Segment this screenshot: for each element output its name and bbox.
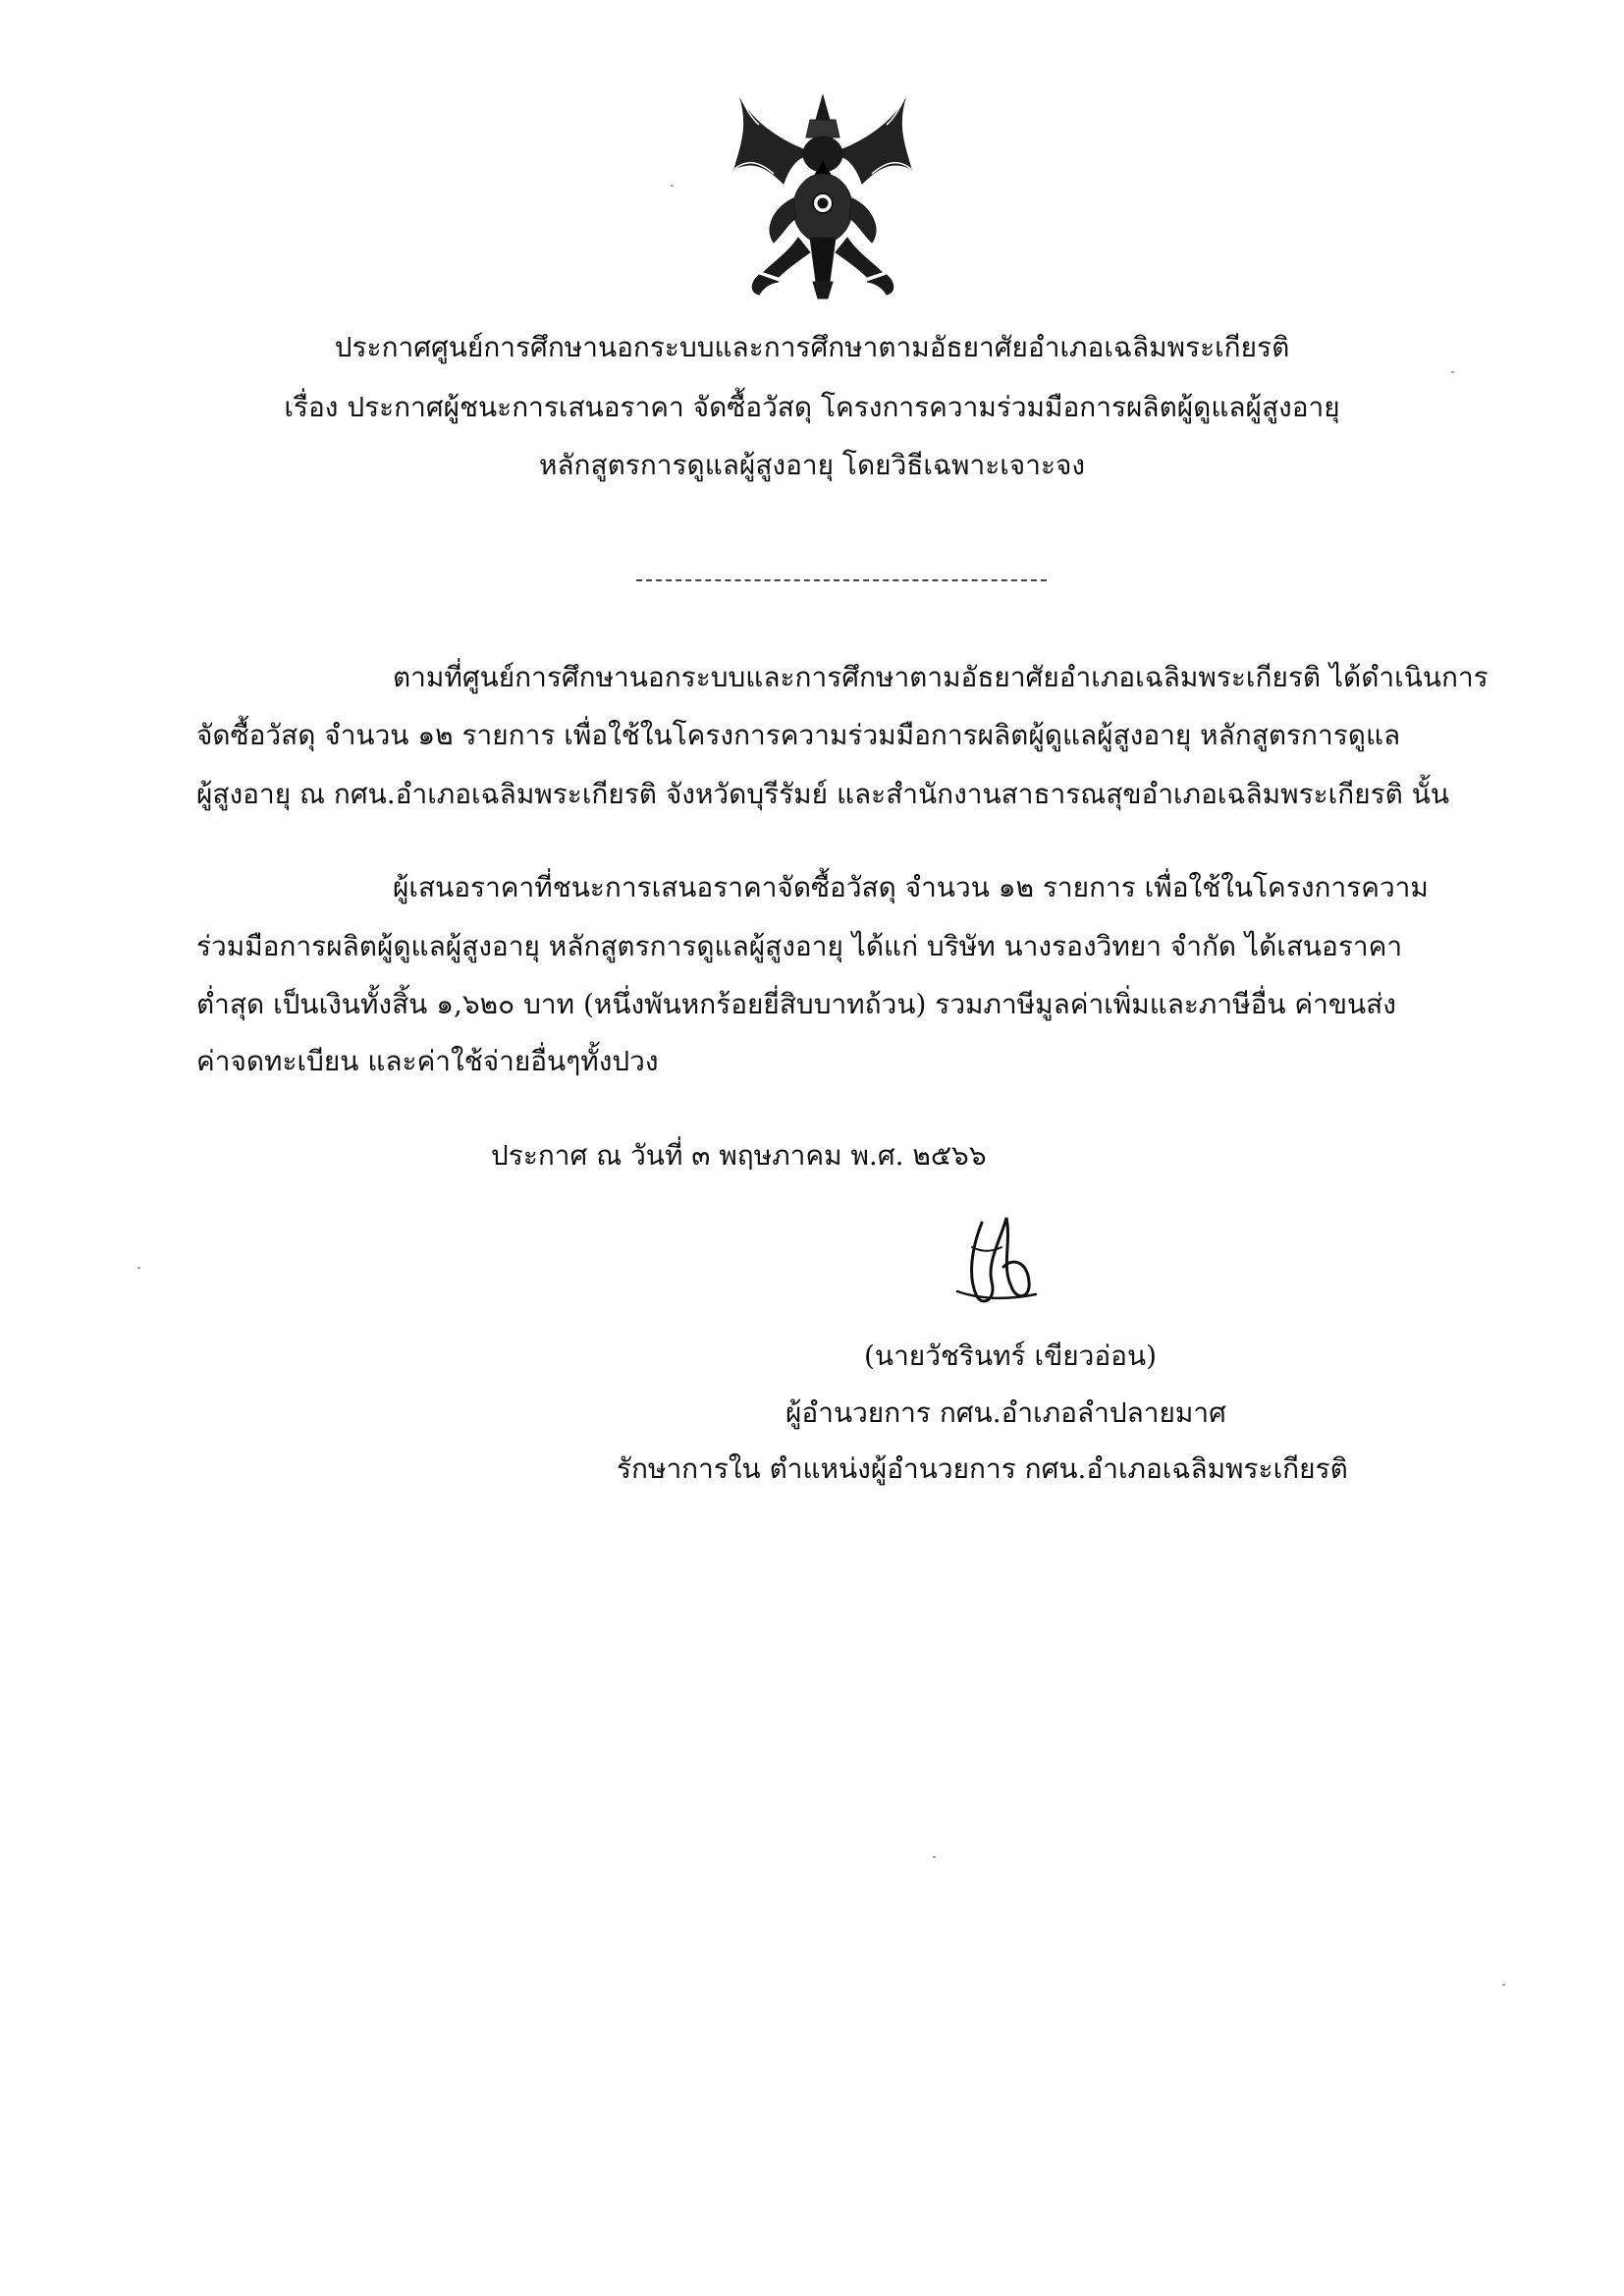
announcement-title: ประกาศศูนย์การศึกษานอกระบบและการศึกษาตามอัธยาศัยอำเภอเฉลิมพระเกียรติ xyxy=(334,331,1290,363)
announcement-subject: เรื่อง ประกาศผู้ชนะการเสนอราคา จัดซื้อวัสดุ โครงการความร่วมมือการผลิตผู้ดูแลผู้สูงอายุ xyxy=(284,391,1340,423)
header-divider xyxy=(636,579,1047,581)
scan-speck xyxy=(1451,371,1454,373)
announcement-subject-cont: หลักสูตรการดูแลผู้สูงอายุ โดยวิธีเฉพาะเจาะจง xyxy=(538,449,1086,481)
scan-speck xyxy=(1502,1984,1505,1986)
paragraph-2-line-3: ต่ำสุด เป็นเงินทั้งสิ้น ๑,๖๒๐ บาท (หนึ่งพันหกร้อยยี่สิบบาทถ้วน) รวมภาษีมูลค่าเพิ่มและภาษีอื่น ค่าขนส่ง xyxy=(196,988,1396,1020)
announcement-date: ประกาศ ณ วันที่ ๓ พฤษภาคม พ.ศ. ๒๕๖๖ xyxy=(491,1139,987,1172)
paragraph-2-line-4: ค่าจดทะเบียน และค่าใช้จ่ายอื่นๆทั้งปวง xyxy=(196,1045,659,1077)
paragraph-2-line-1: ผู้เสนอราคาที่ชนะการเสนอราคาจัดซื้อวัสดุ จำนวน ๑๒ รายการ เพื่อใช้ในโครงการความ xyxy=(393,871,1429,903)
paragraph-1-line-3: ผู้สูงอายุ ณ กศน.อำเภอเฉลิมพระเกียรติ จังหวัดบุรีรัมย์ และสำนักงานสาธารณสุขอำเภอเฉลิมพระเกียรติ นั้น xyxy=(196,778,1450,810)
signer-name: (นายวัชรินทร์ เขียวอ่อน) xyxy=(864,1339,1158,1372)
scan-speck xyxy=(671,185,674,187)
paragraph-1-line-2: จัดซื้อวัสดุ จำนวน ๑๒ รายการ เพื่อใช้ในโครงการความร่วมมือการผลิตผู้ดูแลผู้สูงอายุ หลักสูตรการดูแล xyxy=(196,719,1401,751)
paragraph-2-line-2: ร่วมมือการผลิตผู้ดูแลผู้สูงอายุ หลักสูตรการดูแลผู้สูงอายุ ได้แก่ บริษัท นางรองวิทยา จำกัด ได้เสนอราคา xyxy=(196,930,1403,962)
signer-acting-position: รักษาการใน ตำแหน่งผู้อำนวยการ กศน.อำเภอเฉลิมพระเกียรติ xyxy=(617,1452,1348,1485)
signer-position: ผู้อำนวยการ กศน.อำเภอลำปลายมาศ xyxy=(785,1396,1226,1429)
handwritten-signature xyxy=(943,1208,1051,1316)
garuda-emblem-icon xyxy=(730,90,916,301)
scan-speck xyxy=(137,1267,140,1269)
paragraph-1-line-1: ตามที่ศูนย์การศึกษานอกระบบและการศึกษาตามอัธยาศัยอำเภอเฉลิมพระเกียรติ ได้ดำเนินการ xyxy=(393,661,1489,693)
scan-speck xyxy=(933,1856,936,1858)
